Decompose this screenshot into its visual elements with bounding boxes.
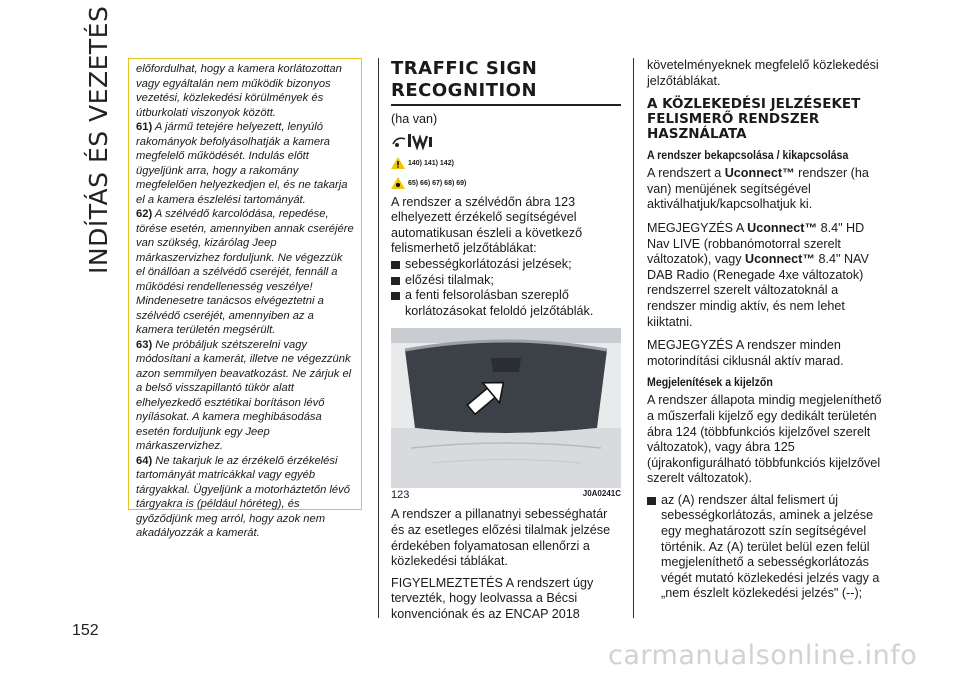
- bullet-icon: [391, 277, 400, 285]
- paragraph: [647, 166, 887, 213]
- paragraph: A rendszer a pillanatnyi sebességhatár és az esetleges előzési tilalmak jelzése érdekében folyamatosan ellenőrzi a közlekedési táblákat.: [391, 507, 611, 569]
- section-title-line: RECOGNITION: [391, 80, 538, 101]
- warning-item-text: A szélvédő karcolódása, repedése, törése esetén, amennyiben annak cseréjére van szükség, kizárólag Jeep márkaszervizhez forduljunk. Ne végezzük el önállóan a szélvédő cseréjét, fennáll a működési rendellenesség veszélye! Mindenesetre tanácsos elvégeztetni a szélvédő cseréjét, amennyiben az a kamera területén megsérült.: [136, 208, 354, 336]
- list-item-text: sebességkorlátozási jelzések;: [405, 256, 572, 271]
- figure-number: 123: [391, 489, 410, 502]
- paragraph: követelményeknek megfelelő közlekedési jelzőtáblákat.: [647, 58, 879, 88]
- watermark: carmanualsonline.info: [608, 640, 918, 671]
- warning-item: [136, 207, 354, 338]
- bullet-icon: [391, 261, 400, 269]
- list-item: [391, 288, 621, 319]
- list-item-text: előzési tilalmak;: [405, 272, 494, 287]
- text-run: MEGJEGYZÉS A: [647, 220, 748, 235]
- section-title: [391, 58, 621, 102]
- column-divider: [633, 58, 634, 618]
- list-item: [391, 257, 621, 273]
- text-run: A rendszert a: [647, 166, 725, 181]
- warning-icon-row: [391, 157, 621, 171]
- warning-item-number: 61): [136, 121, 153, 133]
- list-item-text: az (A) rendszer által felismert új sebességkorlátozás, aminek a jelzése egy meghatározott szín segítségével történik. Az (A) terület belül ezen felül megjeleníthető a sebességkorlátozás végét mutató közlekedési jelzés vagy a „nem észlelt közlekedési jelzés" (--);: [661, 492, 880, 601]
- warning-triangle-icon: [391, 157, 405, 171]
- paragraph: A rendszer a szélvédőn ábra 123 elhelyezett érzékelő segítségével automatikusan észleli a következő felismerhető jelzőtáblákat:: [391, 194, 583, 256]
- column-right: [647, 58, 887, 602]
- figure-caption: [391, 489, 621, 501]
- subsection-title: A KÖZLEKEDÉSI JELZÉSEKET FELISMERŐ RENDSZER HASZNÁLATA: [647, 96, 861, 143]
- text-run: rendszer (ha van) menüjének segítségével aktiválhatjuk/kapcsolhatjuk ki.: [647, 166, 869, 212]
- availability-note: (ha van): [391, 112, 438, 126]
- page-number: 152: [72, 622, 99, 639]
- column-middle: [391, 58, 621, 623]
- text-run: 8.4" NAV DAB Radio (Renegade 4xe változatok) rendszerrel szerelt változatoknál a rendszer mindig aktív, és nem lehet kiiktatni.: [647, 252, 869, 329]
- warning-intro: előfordulhat, hogy a kamera korlátozottan vagy egyáltalán nem működik bizonyos vezetési, közlekedési körülmények és útburkolati viszonyok között.: [136, 63, 342, 119]
- list-item-text: a fenti felsorolásban szereplő korlátozásokat feloldó jelzőtáblák.: [405, 288, 594, 318]
- paragraph: [647, 221, 887, 330]
- windshield-figure: [391, 328, 621, 488]
- warning-item-number: 64): [136, 454, 153, 467]
- chapter-title: INDÍTÁS ÉS VEZETÉS: [84, 5, 113, 274]
- warning-item: [136, 120, 354, 207]
- options-icon: [391, 130, 621, 157]
- title-rule: [391, 104, 621, 106]
- warning-item-number: 63): [136, 338, 153, 351]
- text-run: 8.4" HD Nav LIVE (robbanómotorral szerelt változatok), vagy: [647, 220, 865, 267]
- subheading: A rendszer bekapcsolása / kikapcsolása: [647, 150, 849, 163]
- warning-item: [136, 454, 354, 541]
- section-title-line: TRAFFIC SIGN: [391, 58, 538, 79]
- caution-icon-row: [391, 177, 621, 191]
- figure-code: J0A0241C: [582, 489, 621, 499]
- warning-refs: 140) 141) 142): [408, 160, 454, 168]
- subheading: Megjelenítések a kijelzőn: [647, 377, 773, 390]
- warning-item-number: 62): [136, 208, 153, 220]
- caution-refs: 65) 66) 67) 68) 69): [408, 180, 467, 188]
- list-item: [391, 273, 621, 289]
- brand-name: Uconnect™: [724, 166, 795, 181]
- column-divider: [378, 58, 379, 618]
- bullet-icon: [647, 497, 656, 505]
- brand-name: Uconnect™: [747, 220, 818, 235]
- warning-item: [136, 338, 354, 454]
- warning-item-text: A jármű tetejére helyezett, lenyúló rakományok befolyásolhatják a kamera megfelelő működését. Indulás előtt ügyeljünk arra, hogy a rakomány megfelelően helyezkedjen el, és ne takarja el a kamera észlelési tartományát.: [136, 121, 348, 206]
- list-item: [647, 493, 887, 602]
- caution-triangle-icon: [391, 177, 405, 191]
- warning-item-text: Ne takarjuk le az érzékelő érzékelési tartományát matricákkal vagy egyéb tárgyakkal. Ügyeljünk a motorháztetőn lévő tárgyakra is (például hóréteg), és győződjünk meg arról, hogy azok nem akadályozzák a kamerát.: [136, 454, 350, 539]
- warning-box: [128, 58, 362, 539]
- paragraph: MEGJEGYZÉS A rendszer minden motorindítási ciklusnál aktív marad.: [647, 338, 844, 368]
- paragraph: FIGYELMEZTETÉS A rendszert úgy tervezték, hogy leolvassa a Bécsi konvenciónak és az ENCAP 2018: [391, 575, 594, 621]
- bullet-icon: [391, 292, 400, 300]
- brand-name: Uconnect™: [745, 252, 815, 267]
- warning-item-text: Ne próbáljuk szétszerelni vagy módosítani a kamerát, illetve ne végezzünk azon semmilyen beavatkozást. Ne zárjuk el a belső visszapillantó tükör alatt elhelyezkedő esztétikai borításon lévő nyílásokat. A kamera meghibásodása esetén forduljunk egy Jeep márkaszervizhez.: [136, 338, 352, 452]
- paragraph: A rendszer állapota mindig megjeleníthető a műszerfali kijelző egy dedikált területén ábra 124 (többfunkciós kijelzővel szerelt változatok), vagy ábra 125 (újrakonfigurálható többfunkciós kijelzővel szerelt változatok).: [647, 393, 882, 486]
